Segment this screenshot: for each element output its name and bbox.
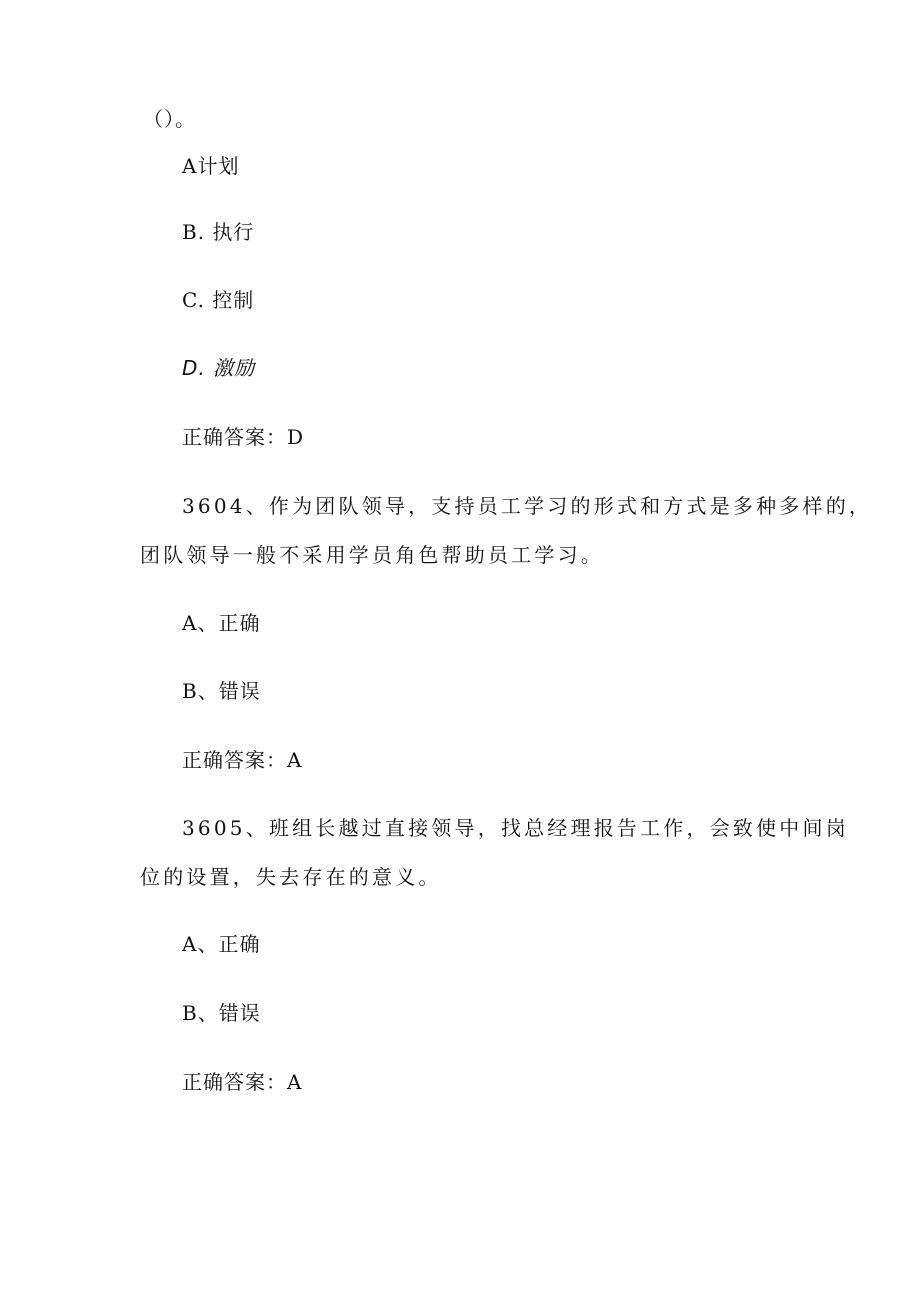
correct-answer: 正确答案：D (182, 425, 305, 449)
question-3605-option-b: B、错误 (182, 1001, 261, 1025)
question-3605-answer: 正确答案：A (182, 1070, 303, 1094)
question-3604-option-b: B、错误 (182, 679, 261, 703)
option-a: A计划 (182, 154, 240, 178)
question-3604-line-2: 团队领导一般不采用学员角色帮助员工学习。 (140, 543, 604, 567)
question-3605-line-1: 3605、班组长越过直接领导，找总经理报告工作，会致使中间岗 (182, 816, 849, 840)
option-b: B. 执行 (182, 220, 255, 244)
option-d: D. 激励 (182, 356, 256, 380)
question-tail: （）。 (143, 107, 196, 131)
question-3604-answer: 正确答案：A (182, 748, 303, 772)
option-c: C. 控制 (182, 288, 255, 312)
question-3605-option-a: A、正确 (182, 932, 261, 956)
question-3605-line-2: 位的设置，失去存在的意义。 (140, 865, 442, 889)
question-3604-line-1: 3604、作为团队领导，支持员工学习的形式和方式是多种多样的， (182, 494, 873, 518)
question-3604-option-a: A、正确 (182, 611, 261, 635)
